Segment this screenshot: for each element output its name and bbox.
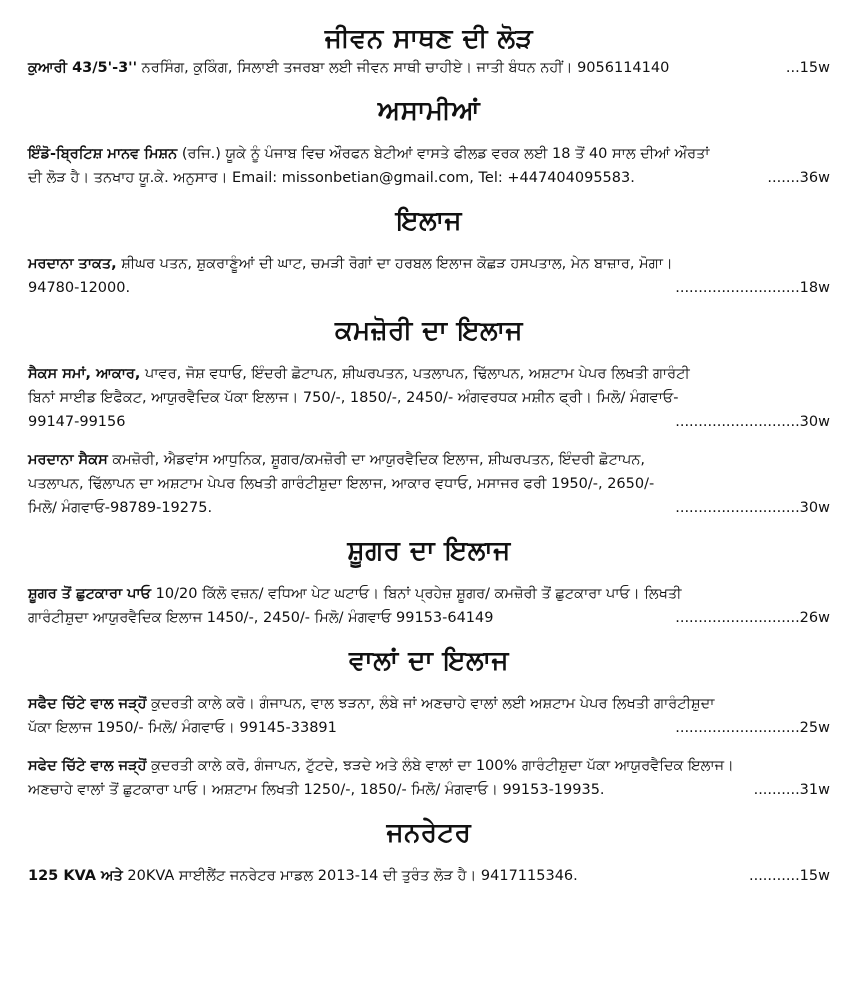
ad-tail: ਪੱਕਾ ਇਲਾਜ 1950/- ਮਿਲੋ/ ਮੰਗਵਾਓ। 99145-33891 (28, 720, 337, 736)
ad-body-line: ਕੁਦਰਤੀ ਕਾਲੇ ਕਰੋ, ਗੰਜਾਪਨ, ਟੁੱਟਦੇ, ਝੜਦੇ ਅਤੇ ਲੰਬੇ ਵਾਲਾਂ ਦਾ 100% ਗਾਰੰਟੀਸ਼ੁਦਾ ਪੱਕਾ ਆਯੁਰਵੈਦਿਕ ਇਲਾਜ। (151, 758, 734, 774)
ad-first-line (28, 362, 830, 386)
ad-item (28, 252, 830, 300)
ad-last-line (28, 716, 830, 740)
ad-last-line (28, 864, 830, 888)
ad-lead: ਮਰਦਾਨਾ ਸੈਕਸ (28, 452, 108, 468)
ad-code: ...........................26w (675, 610, 830, 626)
section-heading-treatment: ਇਲਾਜ (395, 206, 463, 236)
ad-last-line (28, 410, 830, 434)
ad-code: ...........................30w (675, 414, 830, 430)
ad-last-line (28, 606, 830, 630)
ad-tail: ਮਿਲੋ/ ਮੰਗਵਾਓ-98789-19275. (28, 500, 213, 516)
ad-item (28, 142, 830, 190)
ad-body-line: ਕਮਜ਼ੋਰੀ, ਐਡਵਾਂਸ ਆਧੁਨਿਕ, ਸ਼ੂਗਰ/ਕਮਜ਼ੋਰੀ ਦਾ ਆਯੁਰਵੈਦਿਕ ਇਲਾਜ, ਸ਼ੀਘਰਪਤਨ, ਇੰਦਰੀ ਛੋਟਾਪਨ, (112, 452, 646, 468)
ad-body-line: ਸ਼ੀਘਰ ਪਤਨ, ਸ਼ੁਕਰਾਣੂੰਆਂ ਦੀ ਘਾਟ, ਚਮੜੀ ਰੋਗਾਂ ਦਾ ਹਰਬਲ ਇਲਾਜ ਕੋਛੜ ਹਸਪਤਾਲ, ਮੇਨ ਬਾਜ਼ਾਰ, ਮੋਗਾ। (121, 256, 673, 272)
ad-lead: ਸਫੇਦ ਚਿੱਟੇ ਵਾਲ ਜੜ੍ਹੋਂ (28, 758, 147, 774)
ad-text (28, 864, 578, 888)
ad-first-line (28, 252, 830, 276)
ad-lead: ਸ਼ੂਗਰ ਤੋਂ ਛੁਟਕਾਰਾ ਪਾਓ (28, 586, 152, 602)
ad-body-line: ਪਾਵਰ, ਜੋਸ਼ ਵਧਾਓ, ਇੰਦਰੀ ਛੋਟਾਪਨ, ਸ਼ੀਘਰਪਤਨ, ਪਤਲਾਪਨ, ਢਿੱਲਾਪਨ, ਅਸ਼ਟਾਮ ਪੇਪਰ ਲਿਖਤੀ ਗਾਰੰਟੀ (145, 366, 690, 382)
ad-tail: ਗਾਰੰਟੀਸ਼ੁਦਾ ਆਯੁਰਵੈਦਿਕ ਇਲਾਜ 1450/-, 2450/- ਮਿਲੋ/ ਮੰਗਵਾਓ 99153-64149 (28, 610, 494, 626)
ad-tail: 20KVA ਸਾਈਲੈਂਟ ਜਨਰੇਟਰ ਮਾਡਲ 2013-14 ਦੀ ਤੁਰੰਤ ਲੋੜ ਹੈ। 9417115346. (127, 868, 578, 884)
ad-lead: 125 KVA ਅਤੇ (28, 868, 123, 884)
ad-first-line (28, 692, 830, 716)
section-heading-generator: ਜਨਰੇਟਰ (386, 818, 472, 848)
ad-code: ...........15w (748, 868, 830, 884)
ad-tail: ਨਰਸਿੰਗ, ਕੁਕਿੰਗ, ਸਿਲਾਈ ਤਜਰਬਾ ਲਈ ਜੀਵਨ ਸਾਥੀ ਚਾਹੀਏ। ਜਾਤੀ ਬੰਧਨ ਨਹੀਂ। 9056114140 (141, 60, 670, 76)
section-heading-sugar-treatment: ਸ਼ੂਗਰ ਦਾ ਇਲਾਜ (347, 536, 511, 566)
ad-code: .......36w (767, 170, 830, 186)
ad-tail: ਅਣਚਾਹੇ ਵਾਲਾਂ ਤੋਂ ਛੁਟਕਾਰਾ ਪਾਓ। ਅਸ਼ਟਾਮ ਲਿਖਤੀ 1250/-, 1850/- ਮਿਲੋ/ ਮੰਗਵਾਓ। 99153-19935. (28, 782, 605, 798)
ad-last-line (28, 496, 830, 520)
ad-item (28, 864, 830, 888)
ad-first-line (28, 582, 830, 606)
ad-lead: ਸੈਕਸ ਸਮਾਂ, ਆਕਾਰ, (28, 366, 141, 382)
ad-code: ..........31w (753, 782, 830, 798)
ad-code: ...........................30w (675, 500, 830, 516)
ad-code: ...........................25w (675, 720, 830, 736)
ad-tail: 94780-12000. (28, 280, 131, 296)
ad-tail: 99147-99156 (28, 414, 126, 430)
ad-item (28, 582, 830, 630)
section-heading-hair-treatment: ਵਾਲਾਂ ਦਾ ਇਲਾਜ (349, 646, 509, 676)
ad-first-line (28, 754, 830, 778)
ad-body-line: ਕੁਦਰਤੀ ਕਾਲੇ ਕਰੋ। ਗੰਜਾਪਨ, ਵਾਲ ਝੜਨਾ, ਲੰਬੇ ਜਾਂ ਅਣਚਾਹੇ ਵਾਲਾਂ ਲਈ ਅਸ਼ਟਾਮ ਪੇਪਰ ਲਿਖਤੀ ਗਾਰੰਟੀਸ਼ੁਦਾ (151, 696, 715, 712)
section-heading-vacancies: ਅਸਾਮੀਆਂ (377, 96, 481, 126)
ad-lead: ਮਰਦਾਨਾ ਤਾਕਤ, (28, 256, 117, 272)
ad-item (28, 692, 830, 740)
ad-code: ...........................18w (675, 280, 830, 296)
ad-lead: ਇੰਡੋ-ਬ੍ਰਿਟਿਸ਼ ਮਾਨਵ ਮਿਸ਼ਨ (28, 146, 178, 162)
ad-body-line: ਬਿਨਾਂ ਸਾਈਡ ਇਫੈਕਟ, ਆਯੁਰਵੈਦਿਕ ਪੱਕਾ ਇਲਾਜ। 750/-, 1850/-, 2450/- ਅੰਗਵਰਧਕ ਮਸ਼ੀਨ ਫ੍ਰੀ। ਮਿਲੋ/ ਮੰਗਵਾਓ- (28, 390, 679, 406)
ad-lead: ਸਫੈਦ ਚਿੱਟੇ ਵਾਲ ਜੜ੍ਹੋਂ (28, 696, 147, 712)
ad-body-line: 10/20 ਕਿੱਲੋ ਵਜ਼ਨ/ ਵਧਿਆ ਪੇਟ ਘਟਾਓ। ਬਿਨਾਂ ਪ੍ਰਹੇਜ਼ ਸ਼ੂਗਰ/ ਕਮਜ਼ੋਰੀ ਤੋਂ ਛੁਟਕਾਰਾ ਪਾਓ। ਲਿਖਤੀ (155, 586, 682, 602)
ad-item (28, 56, 830, 80)
ad-item (28, 362, 830, 434)
ad-first-line (28, 448, 830, 472)
section-heading-life-partner: ਜੀਵਨ ਸਾਥਣ ਦੀ ਲੋੜ (324, 24, 534, 54)
ad-last-line (28, 778, 830, 802)
ad-lead: ਕੁਆਰੀ 43/5'-3'' (28, 60, 138, 76)
ad-text (28, 56, 669, 80)
ad-last-line (28, 56, 830, 80)
ad-last-line (28, 276, 830, 300)
ad-tail: ਦੀ ਲੋੜ ਹੈ। ਤਨਖਾਹ ਯੂ.ਕੇ. ਅਨੁਸਾਰ। Email: missonbetian@gmail.com, Tel: +447404095583. (28, 170, 635, 186)
ad-body-line: ਪਤਲਾਪਨ, ਢਿੱਲਾਪਨ ਦਾ ਅਸ਼ਟਾਮ ਪੇਪਰ ਲਿਖਤੀ ਗਾਰੰਟੀਸ਼ੁਦਾ ਇਲਾਜ, ਆਕਾਰ ਵਧਾਓ, ਮਸਾਜਰ ਫਰੀ 1950/-, 2650/- (28, 476, 655, 492)
ad-item (28, 754, 830, 802)
ad-first-line (28, 142, 830, 166)
section-heading-weakness-treatment: ਕਮਜ਼ੋਰੀ ਦਾ ਇਲਾਜ (334, 316, 524, 346)
ad-last-line (28, 166, 830, 190)
ad-code: ...15w (785, 60, 830, 76)
ad-item (28, 448, 830, 520)
ad-body-line: (ਰਜਿ.) ਯੂਕੇ ਨੂੰ ਪੰਜਾਬ ਵਿਚ ਔਰਫਨ ਬੇਟੀਆਂ ਵਾਸਤੇ ਫੀਲਡ ਵਰਕ ਲਈ 18 ਤੋਂ 40 ਸਾਲ ਦੀਆਂ ਔਰਤਾਂ (181, 146, 710, 162)
